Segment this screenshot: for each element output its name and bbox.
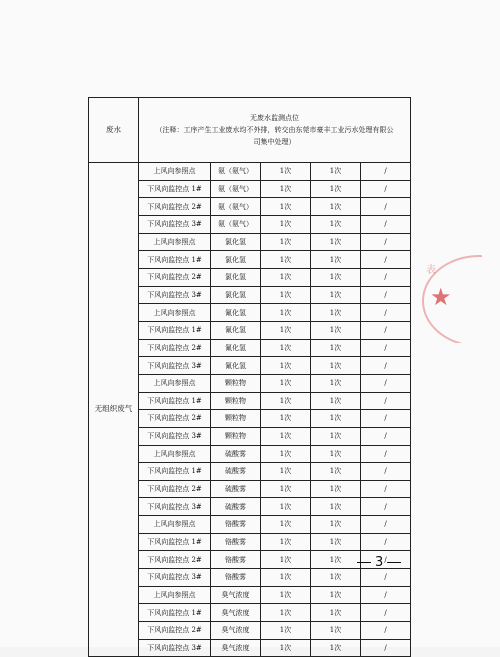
gas-point-cell: 下风向监控点 1# [139, 533, 211, 551]
gas-freq2-cell: 1次 [311, 215, 361, 233]
gas-remark-cell: / [361, 480, 411, 498]
gas-remark-cell: / [361, 339, 411, 357]
gas-item-cell: 臭气浓度 [211, 639, 261, 657]
gas-freq2-cell: 1次 [311, 180, 361, 198]
gas-point-cell: 下风向监控点 3# [139, 498, 211, 516]
gas-point-cell: 下风向监控点 2# [139, 268, 211, 286]
gas-freq-cell: 1次 [261, 392, 311, 410]
gas-remark-cell: / [361, 533, 411, 551]
gas-freq2-cell: 1次 [311, 463, 361, 481]
gas-item-cell: 硫酸雾 [211, 480, 261, 498]
gas-freq2-cell: 1次 [311, 321, 361, 339]
gas-point-cell: 下风向监控点 1# [139, 604, 211, 622]
gas-point-cell: 上风向参照点 [139, 445, 211, 463]
gas-remark-cell: / [361, 251, 411, 269]
dash-right [387, 562, 401, 563]
wastewater-line3: 司集中处理） [253, 138, 296, 147]
gas-freq-cell: 1次 [261, 498, 311, 516]
gas-remark-cell: / [361, 551, 411, 569]
wastewater-note [139, 98, 411, 163]
gas-remark-cell: / [361, 357, 411, 375]
gas-freq2-cell: 1次 [311, 639, 361, 657]
gas-item-cell: 颗粒物 [211, 427, 261, 445]
gas-item-cell: 氯化氢 [211, 286, 261, 304]
gas-item-cell: 臭气浓度 [211, 604, 261, 622]
gas-item-cell: 氰化氢 [211, 357, 261, 375]
gas-freq-cell: 1次 [261, 163, 311, 181]
gas-point-cell: 下风向监控点 3# [139, 215, 211, 233]
gas-remark-cell: / [361, 163, 411, 181]
seal-text: 表 [426, 265, 436, 276]
gas-freq2-cell: 1次 [311, 304, 361, 322]
gas-freq-cell: 1次 [261, 304, 311, 322]
gas-point-cell: 上风向参照点 [139, 374, 211, 392]
gas-point-cell: 下风向监控点 3# [139, 357, 211, 375]
wastewater-line1: 无废水监测点位 [250, 113, 300, 122]
gas-point-cell: 下风向监控点 2# [139, 551, 211, 569]
gas-remark-cell: / [361, 604, 411, 622]
gas-point-cell: 下风向监控点 2# [139, 480, 211, 498]
gas-point-cell: 下风向监控点 3# [139, 427, 211, 445]
gas-point-cell: 下风向监控点 2# [139, 198, 211, 216]
gas-item-cell: 颗粒物 [211, 392, 261, 410]
gas-item-cell: 氯化氢 [211, 268, 261, 286]
gas-freq-cell: 1次 [261, 604, 311, 622]
gas-remark-cell: / [361, 374, 411, 392]
gas-remark-cell: / [361, 586, 411, 604]
gas-freq-cell: 1次 [261, 339, 311, 357]
gas-point-cell: 下风向监控点 3# [139, 286, 211, 304]
gas-freq2-cell: 1次 [311, 498, 361, 516]
gas-point-cell: 下风向监控点 3# [139, 569, 211, 587]
gas-category: 无组织废气 [89, 163, 139, 657]
gas-freq-cell: 1次 [261, 410, 311, 428]
gas-freq2-cell: 1次 [311, 480, 361, 498]
gas-freq-cell: 1次 [261, 427, 311, 445]
gas-remark-cell: / [361, 321, 411, 339]
gas-remark-cell: / [361, 304, 411, 322]
seal-star-icon: ★ [430, 283, 452, 311]
wastewater-category: 废水 [89, 98, 139, 163]
gas-freq2-cell: 1次 [311, 516, 361, 534]
gas-item-cell: 铬酸雾 [211, 533, 261, 551]
gas-freq2-cell: 1次 [311, 533, 361, 551]
gas-freq2-cell: 1次 [311, 163, 361, 181]
gas-remark-cell: / [361, 427, 411, 445]
gas-remark-cell: / [361, 392, 411, 410]
gas-freq-cell: 1次 [261, 268, 311, 286]
wastewater-line2: （注释：工序产生工业废水均不外排，转交由东莞市豪丰工业污水处理有限公 [155, 125, 394, 134]
gas-item-cell: 氰化氢 [211, 304, 261, 322]
gas-item-cell: 氯化氢 [211, 251, 261, 269]
gas-remark-cell: / [361, 198, 411, 216]
gas-item-cell: 氨（氨气） [211, 180, 261, 198]
gas-remark-cell: / [361, 180, 411, 198]
gas-freq2-cell: 1次 [311, 569, 361, 587]
gas-freq2-cell: 1次 [311, 410, 361, 428]
gas-item-cell: 颗粒物 [211, 410, 261, 428]
red-seal-stamp [422, 255, 482, 343]
gas-item-cell: 氨（氨气） [211, 163, 261, 181]
gas-item-cell: 颗粒物 [211, 374, 261, 392]
gas-freq2-cell: 1次 [311, 198, 361, 216]
gas-freq2-cell: 1次 [311, 251, 361, 269]
gas-item-cell: 铬酸雾 [211, 551, 261, 569]
gas-item-cell: 氨（氨气） [211, 215, 261, 233]
gas-remark-cell: / [361, 639, 411, 657]
gas-item-cell: 臭气浓度 [211, 622, 261, 640]
gas-row [89, 163, 411, 181]
gas-freq-cell: 1次 [261, 215, 311, 233]
gas-point-cell: 下风向监控点 1# [139, 321, 211, 339]
gas-remark-cell: / [361, 569, 411, 587]
wastewater-row [89, 98, 411, 163]
gas-freq2-cell: 1次 [311, 233, 361, 251]
gas-freq2-cell: 1次 [311, 392, 361, 410]
gas-freq-cell: 1次 [261, 586, 311, 604]
gas-point-cell: 下风向监控点 2# [139, 410, 211, 428]
gas-freq2-cell: 1次 [311, 586, 361, 604]
gas-item-cell: 铬酸雾 [211, 569, 261, 587]
gas-freq2-cell: 1次 [311, 622, 361, 640]
gas-item-cell: 铬酸雾 [211, 516, 261, 534]
gas-remark-cell: / [361, 516, 411, 534]
gas-remark-cell: / [361, 268, 411, 286]
gas-item-cell: 氨（氨气） [211, 198, 261, 216]
gas-item-cell: 硫酸雾 [211, 498, 261, 516]
gas-freq2-cell: 1次 [311, 427, 361, 445]
gas-item-cell: 氰化氢 [211, 339, 261, 357]
gas-item-cell: 氰化氢 [211, 321, 261, 339]
gas-freq2-cell: 1次 [311, 357, 361, 375]
gas-point-cell: 下风向监控点 1# [139, 251, 211, 269]
gas-freq-cell: 1次 [261, 445, 311, 463]
gas-freq-cell: 1次 [261, 286, 311, 304]
gas-remark-cell: / [361, 215, 411, 233]
gas-freq-cell: 1次 [261, 622, 311, 640]
gas-freq-cell: 1次 [261, 198, 311, 216]
gas-freq2-cell: 1次 [311, 604, 361, 622]
gas-freq-cell: 1次 [261, 480, 311, 498]
gas-item-cell: 氯化氢 [211, 233, 261, 251]
gas-freq-cell: 1次 [261, 357, 311, 375]
monitoring-table [88, 97, 411, 657]
gas-item-cell: 硫酸雾 [211, 463, 261, 481]
gas-freq-cell: 1次 [261, 533, 311, 551]
gas-point-cell: 下风向监控点 1# [139, 392, 211, 410]
gas-point-cell: 上风向参照点 [139, 586, 211, 604]
gas-item-cell: 臭气浓度 [211, 586, 261, 604]
gas-freq-cell: 1次 [261, 516, 311, 534]
gas-freq2-cell: 1次 [311, 286, 361, 304]
gas-point-cell: 下风向监控点 2# [139, 339, 211, 357]
gas-freq-cell: 1次 [261, 463, 311, 481]
gas-point-cell: 上风向参照点 [139, 304, 211, 322]
gas-freq2-cell: 1次 [311, 268, 361, 286]
gas-point-cell: 下风向监控点 1# [139, 180, 211, 198]
gas-point-cell: 上风向参照点 [139, 233, 211, 251]
gas-freq-cell: 1次 [261, 180, 311, 198]
gas-freq-cell: 1次 [261, 569, 311, 587]
gas-remark-cell: / [361, 463, 411, 481]
gas-freq2-cell: 1次 [311, 374, 361, 392]
gas-freq-cell: 1次 [261, 374, 311, 392]
gas-freq-cell: 1次 [261, 551, 311, 569]
gas-freq-cell: 1次 [261, 233, 311, 251]
gas-remark-cell: / [361, 286, 411, 304]
gas-item-cell: 硫酸雾 [211, 445, 261, 463]
gas-remark-cell: / [361, 233, 411, 251]
dash-left [357, 562, 371, 563]
gas-point-cell: 下风向监控点 2# [139, 622, 211, 640]
page-number-text: 3 [375, 555, 384, 570]
gas-point-cell: 上风向参照点 [139, 163, 211, 181]
gas-remark-cell: / [361, 445, 411, 463]
gas-remark-cell: / [361, 410, 411, 428]
gas-freq2-cell: 1次 [311, 445, 361, 463]
gas-freq2-cell: 1次 [311, 339, 361, 357]
gas-remark-cell: / [361, 498, 411, 516]
gas-freq-cell: 1次 [261, 639, 311, 657]
gas-point-cell: 下风向监控点 1# [139, 463, 211, 481]
gas-point-cell: 上风向参照点 [139, 516, 211, 534]
gas-freq-cell: 1次 [261, 321, 311, 339]
gas-freq-cell: 1次 [261, 251, 311, 269]
gas-remark-cell: / [361, 622, 411, 640]
gas-point-cell: 下风向监控点 3# [139, 639, 211, 657]
gas-freq2-cell: 1次 [311, 551, 361, 569]
page-number [353, 555, 405, 570]
